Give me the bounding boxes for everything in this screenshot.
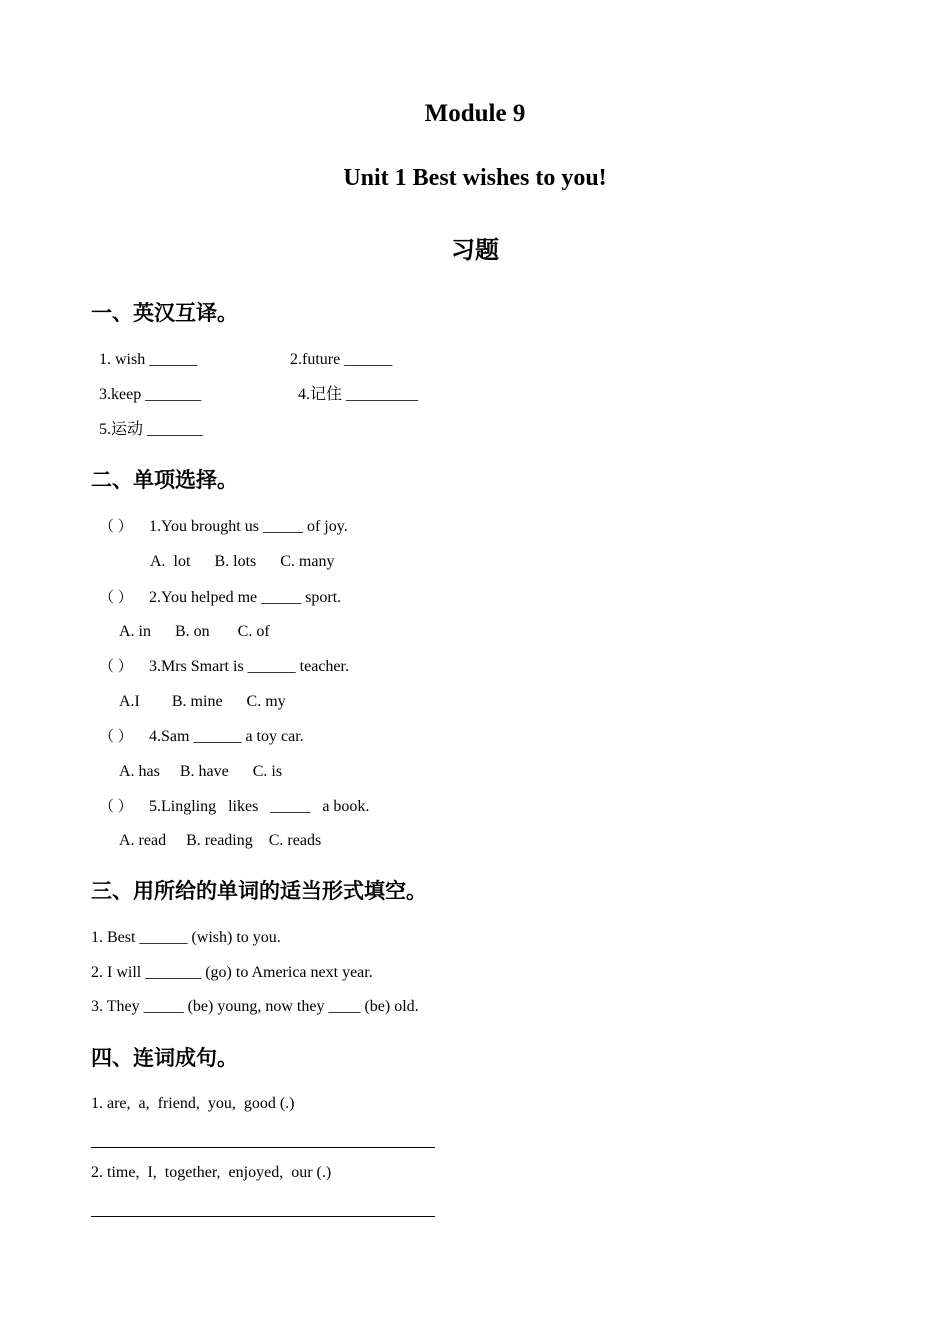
- question-stem: 1.You brought us _____ of joy.: [149, 518, 348, 535]
- answer-parentheses: （ ）: [99, 519, 133, 535]
- section-heading-word-forms: 三、用所给的单词的适当形式填空。: [91, 879, 427, 903]
- section-heading-sentence-building: 四、连词成句。: [91, 1046, 238, 1070]
- question-options: A. read B. reading C. reads: [119, 832, 322, 849]
- sentence-words: 1. are, a, friend, you, good (.): [91, 1095, 295, 1112]
- module-title: Module 9: [424, 100, 526, 127]
- translation-item: 5.运动 _______: [99, 421, 204, 438]
- fill-blank-item: 2. I will _______ (go) to America next year.: [91, 964, 373, 981]
- answer-line: [91, 1147, 435, 1148]
- section-heading-multiple-choice: 二、单项选择。: [91, 468, 238, 492]
- translation-item: 1. wish ______: [99, 351, 198, 368]
- translation-item: 4.记住 _________: [298, 386, 419, 403]
- question-options: A. has B. have C. is: [119, 763, 283, 780]
- question-stem: 2.You helped me _____ sport.: [149, 589, 342, 606]
- question-options: A.I B. mine C. my: [119, 693, 286, 710]
- unit-title: Unit 1 Best wishes to you!: [343, 165, 607, 191]
- question-options: A. in B. on C. of: [119, 623, 270, 640]
- question-stem: 4.Sam ______ a toy car.: [149, 728, 304, 745]
- answer-parentheses: （ ）: [99, 729, 133, 745]
- sentence-words: 2. time, I, together, enjoyed, our (.): [91, 1164, 332, 1181]
- question-stem: 5.Lingling likes _____ a book.: [149, 798, 370, 815]
- exercise-subtitle: 习题: [451, 236, 499, 264]
- translation-item: 2.future ______: [290, 351, 393, 368]
- question-stem: 3.Mrs Smart is ______ teacher.: [149, 658, 349, 675]
- section-heading-translation: 一、英汉互译。: [91, 301, 238, 325]
- answer-parentheses: （ ）: [99, 659, 133, 675]
- fill-blank-item: 1. Best ______ (wish) to you.: [91, 929, 281, 946]
- fill-blank-item: 3. They _____ (be) young, now they ____ (be) old.: [91, 998, 419, 1015]
- answer-line: [91, 1216, 435, 1217]
- translation-item: 3.keep _______: [99, 386, 202, 403]
- question-options: A. lot B. lots C. many: [150, 553, 335, 570]
- answer-parentheses: （ ）: [99, 590, 133, 606]
- answer-parentheses: （ ）: [99, 799, 133, 815]
